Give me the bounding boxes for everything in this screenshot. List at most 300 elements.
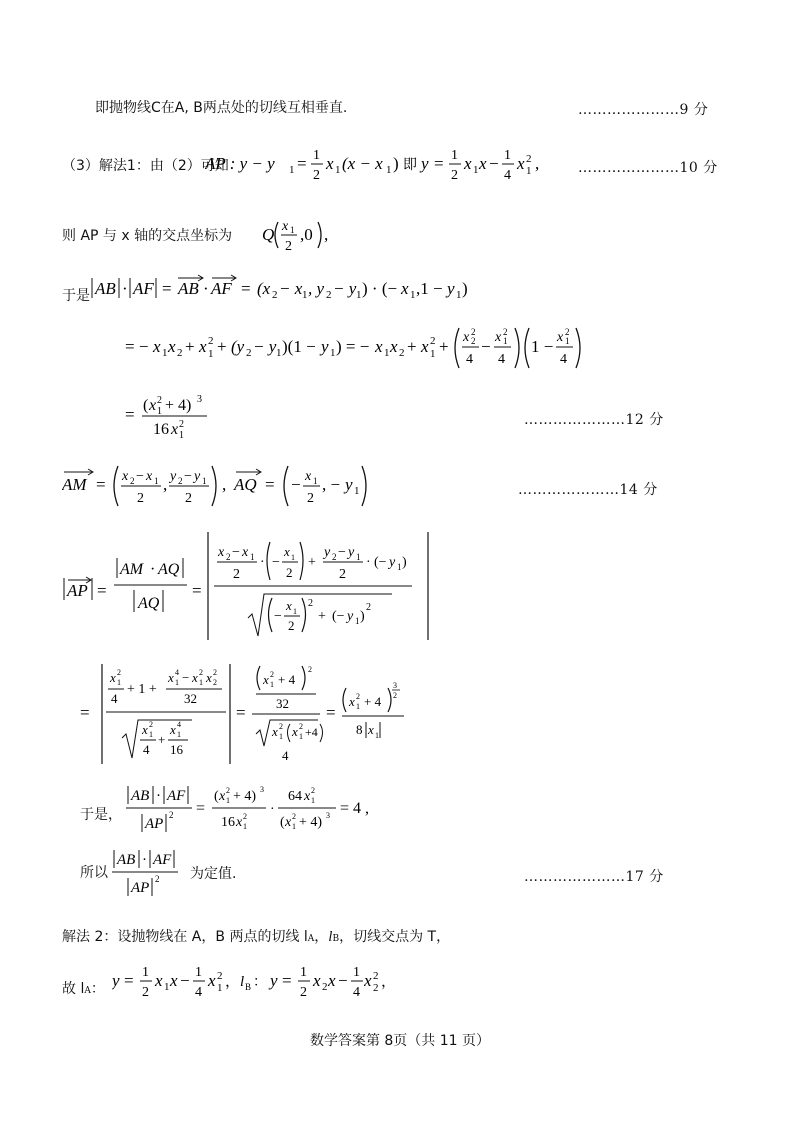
svg-text:1: 1 — [384, 347, 390, 359]
svg-text:2: 2 — [399, 347, 405, 359]
svg-text:1: 1 — [279, 732, 283, 741]
page-footer: 数学答案第 8页（共 11 页） — [309, 1033, 491, 1049]
svg-text:(: ( — [280, 815, 285, 830]
svg-text:)(1 −: )(1 − — [282, 337, 316, 356]
svg-text:=: = — [297, 154, 307, 173]
svg-text:−: − — [338, 971, 348, 990]
svg-text:(: ( — [214, 789, 219, 804]
svg-text:2: 2 — [213, 678, 217, 687]
svg-text:−: − — [182, 670, 190, 685]
svg-text:4: 4 — [195, 985, 202, 1000]
svg-text:=: = — [192, 581, 202, 600]
svg-text:·: · — [122, 279, 128, 298]
svg-text:(−: (− — [374, 555, 387, 570]
so-label: 所以 — [80, 865, 108, 881]
svg-text:x: x — [199, 337, 207, 356]
svg-text:AB: AB — [117, 852, 136, 868]
svg-text:= 4 ,: = 4 , — [340, 800, 370, 817]
svg-text:2: 2 — [149, 720, 153, 729]
svg-text:x: x — [557, 330, 564, 345]
svg-text:1: 1 — [250, 552, 255, 562]
svg-text:1: 1 — [292, 822, 296, 831]
svg-text:x: x — [242, 545, 249, 560]
tangent-equation-tail — [364, 958, 404, 1006]
svg-text:1: 1 — [202, 476, 207, 486]
svg-text:B: B — [245, 982, 252, 992]
svg-text:x: x — [272, 724, 278, 739]
statement-tangents-perpendicular: 即抛物线C在A, B两点处的切线互相垂直. — [95, 100, 348, 116]
svg-text:y: y — [447, 279, 455, 298]
svg-text:2: 2 — [226, 786, 230, 795]
svg-text:1: 1 — [276, 347, 282, 359]
svg-text:·: · — [260, 555, 265, 570]
svg-text:1: 1 — [290, 225, 295, 235]
svg-text:y: y — [270, 971, 278, 990]
svg-text:1: 1 — [177, 730, 181, 739]
svg-text:1: 1 — [293, 607, 297, 616]
expansion-step — [125, 322, 585, 374]
svg-text:x: x — [305, 469, 312, 484]
svg-text:−: − — [180, 971, 190, 990]
svg-text:8: 8 — [356, 722, 363, 737]
svg-text:2: 2 — [373, 982, 379, 994]
svg-text:2: 2 — [226, 552, 231, 562]
svg-text:=: = — [196, 800, 206, 817]
svg-text:1: 1 — [142, 965, 149, 980]
svg-text:x: x — [375, 337, 383, 356]
svg-text:2: 2 — [233, 567, 240, 582]
tangent-equations — [112, 958, 372, 1006]
svg-text:·: · — [156, 788, 161, 804]
constant-value-text: 为定值. — [190, 866, 237, 882]
svg-text:32: 32 — [276, 696, 289, 711]
therefore-label: 于是， — [80, 807, 122, 823]
svg-text:1: 1 — [217, 982, 223, 994]
svg-text:(x: (x — [257, 279, 271, 298]
svg-text:+: + — [308, 555, 316, 570]
svg-text:−: − — [136, 469, 144, 484]
svg-text:AQ: AQ — [158, 561, 180, 578]
svg-text:(x − x: (x − x — [342, 154, 383, 173]
svg-text:2: 2 — [471, 336, 476, 346]
ap-length-simplified — [80, 660, 440, 770]
svg-text:4: 4 — [177, 720, 181, 729]
score-9: …………………9 分 — [578, 102, 709, 118]
svg-text:x: x — [168, 670, 174, 685]
svg-text:x: x — [155, 971, 163, 990]
svg-text:2: 2 — [565, 327, 570, 337]
svg-text:2: 2 — [286, 565, 293, 580]
svg-text:x: x — [313, 971, 321, 990]
svg-text:x: x — [149, 397, 157, 414]
svg-text:(−: (− — [332, 609, 345, 624]
svg-text:−: − — [338, 545, 346, 560]
svg-text:=: = — [434, 154, 444, 173]
svg-text:x: x — [285, 815, 292, 830]
svg-text:+: + — [185, 337, 195, 356]
svg-text:2: 2 — [311, 786, 315, 795]
svg-text:2: 2 — [199, 668, 203, 677]
svg-text:+: + — [439, 337, 449, 356]
svg-text:2: 2 — [279, 722, 283, 731]
svg-text:y: y — [112, 971, 120, 990]
svg-text:1: 1 — [300, 965, 307, 980]
svg-text:1 −: 1 − — [531, 337, 554, 356]
svg-text:=: = — [97, 581, 107, 600]
svg-text:y: y — [348, 545, 355, 560]
svg-text:2: 2 — [178, 476, 183, 486]
svg-text:2: 2 — [155, 874, 160, 884]
svg-text:2: 2 — [356, 692, 360, 701]
svg-text:x: x — [192, 670, 198, 685]
svg-text:2: 2 — [307, 491, 314, 506]
score-12: …………………12 分 — [524, 412, 664, 428]
svg-text:1: 1 — [199, 678, 203, 687]
svg-text:,: , — [163, 475, 168, 494]
svg-text:x: x — [142, 722, 148, 737]
svg-text:Q: Q — [262, 225, 275, 244]
svg-text:y: y — [194, 469, 201, 484]
svg-text:x: x — [349, 694, 355, 709]
svg-text:+: + — [217, 337, 227, 356]
svg-text:，: ， — [381, 974, 397, 990]
svg-text:3: 3 — [326, 811, 330, 820]
svg-text:+: + — [158, 732, 166, 747]
svg-text:1: 1 — [313, 148, 320, 163]
svg-text:x: x — [401, 279, 409, 298]
svg-text:AP: AP — [145, 816, 164, 832]
svg-text:=: = — [326, 703, 336, 722]
svg-text:AB: AB — [131, 788, 150, 804]
svg-text:=: = — [241, 279, 251, 298]
svg-text:,1 −: ,1 − — [416, 279, 443, 298]
svg-text:1: 1 — [503, 336, 508, 346]
svg-text:y: y — [324, 545, 331, 560]
svg-text:2: 2 — [308, 665, 312, 674]
svg-text:1: 1 — [565, 336, 570, 346]
svg-text:：: ： — [253, 975, 267, 990]
svg-text:− y: − y — [253, 337, 277, 356]
svg-text:2: 2 — [308, 598, 313, 609]
svg-text:=: = — [162, 279, 172, 298]
svg-text:2: 2 — [117, 668, 121, 677]
svg-text:x: x — [479, 154, 487, 173]
svg-text:1: 1 — [313, 476, 318, 486]
svg-text:1: 1 — [289, 164, 295, 176]
svg-text:,: , — [324, 225, 329, 244]
svg-text:2: 2 — [213, 668, 217, 677]
svg-text:2: 2 — [185, 491, 192, 506]
svg-text:AM: AM — [62, 475, 87, 494]
svg-text:1: 1 — [335, 164, 341, 176]
svg-text:即: 即 — [403, 158, 417, 173]
svg-text:x: x — [326, 154, 334, 173]
svg-text:=: = — [265, 475, 275, 494]
solution-1-intro: （3）解法1：由（2）可知 — [62, 158, 229, 174]
svg-text:4: 4 — [466, 352, 473, 367]
svg-text:−: − — [274, 609, 282, 624]
svg-text:1: 1 — [504, 148, 511, 163]
svg-text:2: 2 — [393, 691, 397, 700]
svg-text:1: 1 — [456, 289, 462, 301]
svg-text:AP: AP — [67, 581, 88, 600]
svg-text:x: x — [146, 469, 153, 484]
svg-text:(y: (y — [231, 337, 245, 356]
svg-text:+ 4): + 4) — [233, 789, 257, 804]
svg-text:1: 1 — [526, 165, 532, 177]
svg-text:x: x — [495, 330, 502, 345]
svg-text:x: x — [218, 545, 225, 560]
svg-text:x: x — [328, 971, 336, 990]
svg-text:1: 1 — [157, 406, 162, 417]
svg-text:1: 1 — [354, 485, 360, 497]
svg-text:AM: AM — [120, 561, 144, 578]
svg-text:1: 1 — [243, 822, 247, 831]
svg-text:2: 2 — [142, 985, 149, 1000]
svg-text:4: 4 — [175, 668, 179, 677]
svg-text:2: 2 — [272, 289, 278, 301]
svg-text:− y: − y — [333, 279, 357, 298]
svg-text:−: − — [272, 555, 280, 570]
svg-text:+: + — [407, 337, 417, 356]
svg-text:y: y — [321, 337, 329, 356]
svg-text:−: − — [184, 469, 192, 484]
svg-text:y: y — [389, 555, 396, 570]
svg-text:2: 2 — [243, 812, 247, 821]
svg-text:3: 3 — [197, 394, 202, 405]
score-14: …………………14 分 — [518, 482, 658, 498]
svg-text:AB: AB — [178, 279, 199, 298]
svg-text:1: 1 — [270, 680, 274, 689]
svg-text:2: 2 — [177, 347, 183, 359]
svg-text:AB: AB — [95, 279, 116, 298]
svg-text:, −: , − — [322, 475, 341, 494]
svg-text:) = −: ) = − — [336, 337, 370, 356]
svg-text:x: x — [421, 337, 429, 356]
svg-text:x: x — [304, 789, 311, 804]
svg-text:=: = — [124, 971, 134, 990]
svg-text:x: x — [364, 971, 372, 990]
ab-af-dot-product — [90, 270, 490, 306]
svg-text:): ) — [360, 609, 365, 624]
score-17: …………………17 分 — [524, 869, 664, 885]
svg-text:1: 1 — [226, 796, 230, 805]
svg-text:2: 2 — [373, 970, 379, 982]
svg-text:1: 1 — [410, 289, 416, 301]
svg-text:2: 2 — [326, 289, 332, 301]
svg-text:1: 1 — [473, 164, 479, 176]
svg-text:1: 1 — [179, 430, 184, 441]
svg-text:1: 1 — [117, 678, 121, 687]
svg-text:x: x — [171, 421, 179, 438]
svg-text:1: 1 — [299, 732, 303, 741]
svg-text:+4: +4 — [305, 725, 318, 739]
svg-text:,: , — [535, 154, 540, 173]
svg-text:1: 1 — [353, 965, 360, 980]
svg-text:,0: ,0 — [300, 225, 313, 244]
solution-2-intro: 解法 2：设抛物线在 A，B 两点的切线 lA，lB，切线交点为 T， — [62, 929, 451, 945]
ratio-equals-four — [124, 778, 404, 838]
svg-text:2: 2 — [339, 567, 346, 582]
svg-text:AP : y − y: AP : y − y — [205, 154, 275, 173]
thus-label: 于是 — [62, 288, 90, 304]
svg-text:2: 2 — [208, 335, 214, 347]
svg-text:x: x — [170, 971, 178, 990]
svg-text:·: · — [150, 561, 156, 578]
svg-text:y: y — [345, 475, 353, 494]
svg-text:x: x — [286, 598, 292, 613]
svg-text:2: 2 — [137, 491, 144, 506]
svg-text:y: y — [347, 609, 354, 624]
svg-text:，: ， — [225, 974, 241, 990]
svg-text:x: x — [219, 789, 226, 804]
svg-text:·: · — [203, 279, 209, 298]
svg-text:2: 2 — [300, 985, 307, 1000]
svg-text:1: 1 — [175, 678, 179, 687]
svg-text:4: 4 — [143, 742, 150, 757]
svg-text:−: − — [291, 475, 301, 494]
svg-text:x: x — [517, 154, 525, 173]
svg-text:·: · — [270, 802, 275, 817]
svg-text:1: 1 — [311, 796, 315, 805]
svg-text:=: = — [96, 475, 106, 494]
ap-length-formula — [62, 528, 442, 648]
svg-text:1: 1 — [162, 347, 168, 359]
svg-text:=: = — [236, 703, 246, 722]
svg-text:3: 3 — [393, 681, 397, 690]
svg-text:16: 16 — [221, 815, 235, 830]
svg-text:1: 1 — [356, 289, 362, 301]
svg-text:−: − — [481, 337, 491, 356]
svg-text:= −: = − — [125, 337, 149, 356]
point-q — [262, 212, 342, 258]
svg-text:·: · — [366, 555, 371, 570]
svg-text:2: 2 — [169, 810, 174, 820]
svg-text:1: 1 — [149, 730, 153, 739]
svg-text:2: 2 — [322, 981, 328, 993]
svg-text:2: 2 — [366, 602, 371, 613]
svg-text:32: 32 — [184, 691, 197, 706]
svg-text:) · (−: ) · (− — [362, 279, 398, 298]
svg-text:1: 1 — [375, 731, 379, 740]
svg-text:1: 1 — [386, 164, 392, 176]
svg-text:4: 4 — [560, 352, 567, 367]
svg-text:1: 1 — [208, 348, 214, 360]
svg-text:16: 16 — [153, 421, 169, 438]
svg-text:x: x — [292, 724, 298, 739]
svg-text:1: 1 — [430, 348, 436, 360]
svg-text:x: x — [463, 330, 470, 345]
svg-text:+ 4: + 4 — [278, 672, 296, 687]
svg-text:): ) — [402, 555, 407, 570]
svg-text:x: x — [263, 672, 269, 687]
svg-text:2: 2 — [179, 419, 184, 430]
svg-text:1: 1 — [291, 553, 295, 562]
svg-text:,: , — [222, 475, 227, 494]
svg-text:2: 2 — [526, 153, 532, 165]
svg-text:− x: − x — [279, 279, 303, 298]
svg-text:4: 4 — [111, 691, 118, 706]
svg-text:2: 2 — [130, 476, 135, 486]
svg-text:x: x — [284, 544, 290, 559]
svg-text:AF: AF — [167, 788, 186, 804]
svg-text:4: 4 — [504, 168, 511, 183]
svg-text:2: 2 — [292, 812, 296, 821]
svg-text:2: 2 — [157, 395, 162, 406]
svg-text:AF: AF — [153, 852, 172, 868]
svg-text:y: y — [421, 154, 429, 173]
svg-text:1: 1 — [397, 562, 402, 572]
svg-text:AQ: AQ — [138, 595, 160, 612]
svg-text:1: 1 — [356, 552, 361, 562]
svg-text:2: 2 — [332, 552, 337, 562]
svg-text:x: x — [153, 337, 161, 356]
svg-text:, y: , y — [308, 279, 325, 298]
svg-text:x: x — [168, 337, 176, 356]
intersection-point-text: 则 AP 与 x 轴的交点坐标为 — [62, 228, 233, 244]
svg-text:64: 64 — [288, 789, 302, 804]
svg-text:=: = — [80, 703, 90, 722]
svg-text:x: x — [368, 722, 374, 737]
svg-text:2: 2 — [246, 347, 252, 359]
svg-text:x: x — [122, 469, 129, 484]
svg-text:16: 16 — [170, 742, 183, 757]
svg-text:x: x — [464, 154, 472, 173]
am-aq-vectors — [62, 458, 392, 512]
svg-text:2: 2 — [471, 327, 476, 337]
svg-text:=: = — [125, 405, 135, 424]
ratio-expression — [110, 842, 190, 900]
svg-text:2: 2 — [288, 618, 295, 633]
svg-text:1: 1 — [330, 347, 336, 359]
svg-text:+: + — [318, 609, 326, 624]
svg-text:2: 2 — [270, 670, 274, 679]
svg-text:): ) — [393, 154, 399, 173]
svg-text:+ 4: + 4 — [364, 694, 382, 709]
score-10: …………………10 分 — [578, 160, 718, 176]
svg-text:AQ: AQ — [234, 475, 257, 494]
svg-text:2: 2 — [217, 970, 223, 982]
svg-text:2: 2 — [313, 168, 320, 183]
svg-text:+ 1 +: + 1 + — [127, 682, 157, 697]
ap-line-equation — [205, 140, 565, 188]
svg-text:=: = — [282, 971, 292, 990]
svg-text:1: 1 — [356, 702, 360, 711]
tangent-equations-label: 故 lA： — [62, 981, 105, 997]
svg-text:(: ( — [143, 397, 149, 414]
svg-text:1: 1 — [154, 476, 159, 486]
svg-text:2: 2 — [451, 168, 458, 183]
svg-text:4: 4 — [282, 748, 289, 763]
svg-text:2: 2 — [430, 335, 436, 347]
svg-text:y: y — [170, 469, 177, 484]
ab-af-result — [125, 390, 235, 444]
svg-text:−: − — [232, 545, 240, 560]
svg-text:+ 4): + 4) — [299, 815, 323, 830]
svg-text:2: 2 — [285, 239, 292, 254]
svg-text:x: x — [208, 971, 216, 990]
svg-text:x: x — [282, 219, 289, 234]
svg-text:4: 4 — [498, 352, 505, 367]
svg-text:4: 4 — [353, 985, 360, 1000]
svg-text:2: 2 — [299, 722, 303, 731]
svg-text:1: 1 — [302, 289, 308, 301]
svg-text:x: x — [390, 337, 398, 356]
svg-text:1: 1 — [451, 148, 458, 163]
svg-text:2: 2 — [503, 327, 508, 337]
svg-text:x: x — [206, 670, 212, 685]
svg-text:AF: AF — [211, 279, 232, 298]
